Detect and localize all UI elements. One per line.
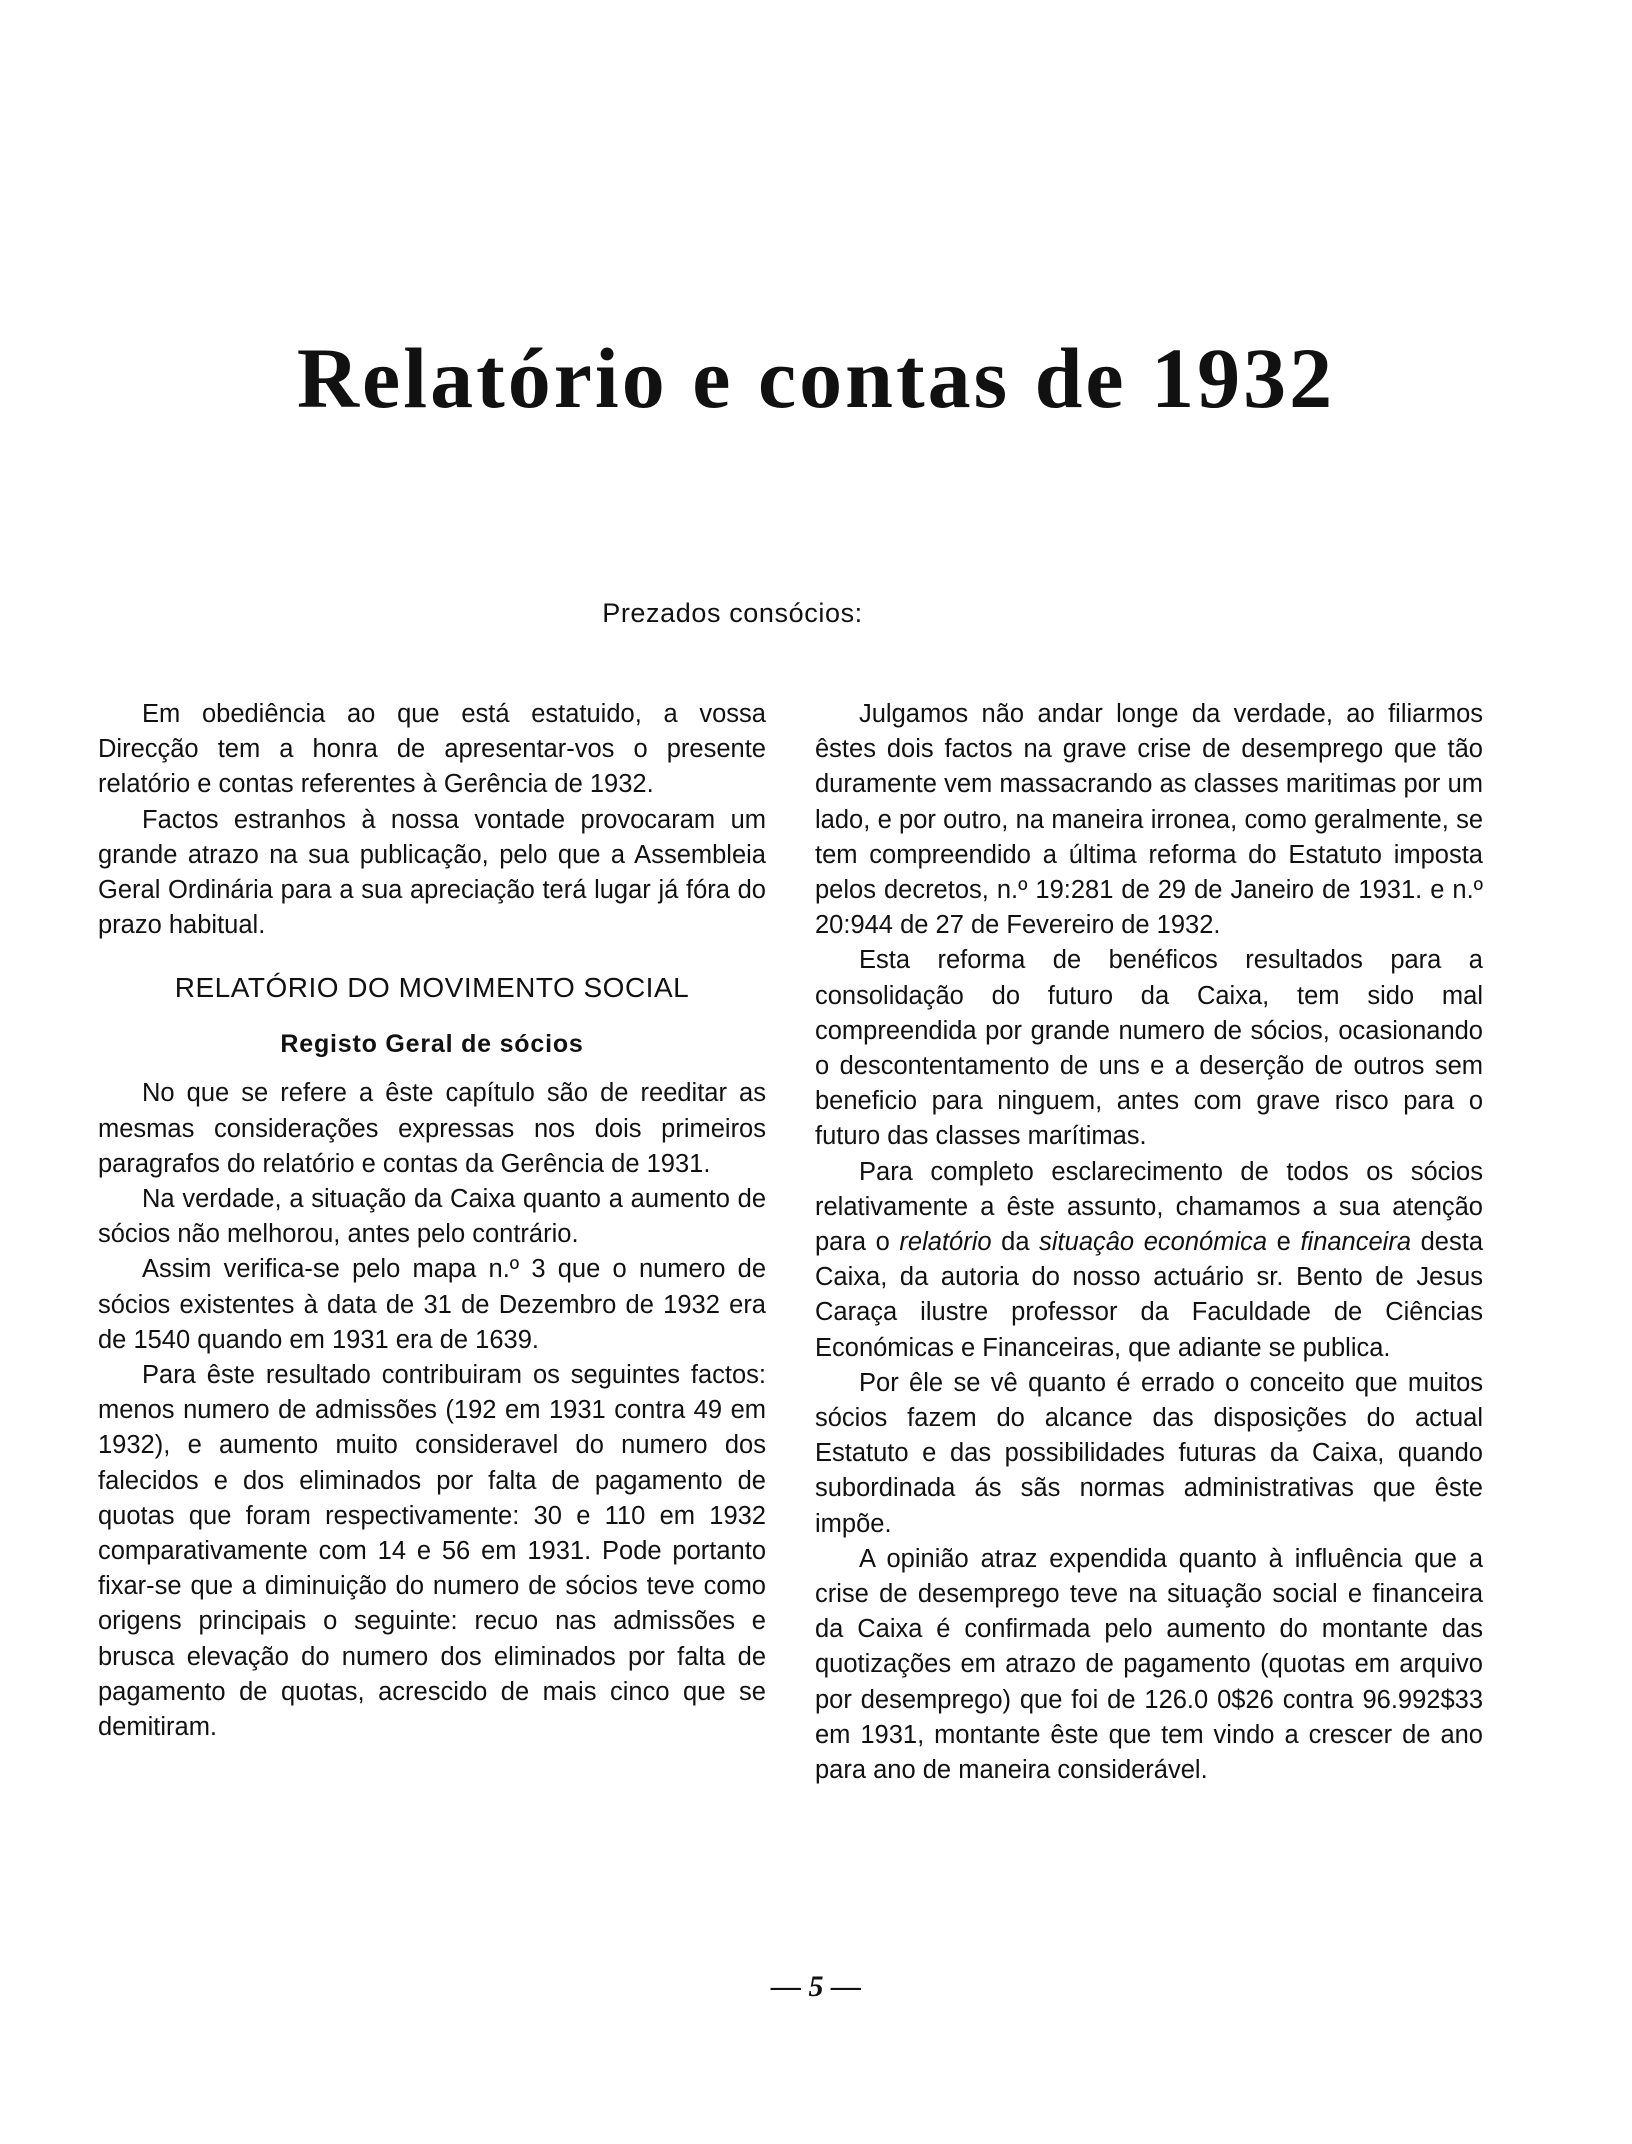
right-column (815, 697, 1483, 1788)
right-paragraph-3-text-a: Para completo esclarecimento de todos os sócios relativamente a êste assunto, chamamos a sua atenção para o (815, 1157, 1483, 1257)
right-paragraph-4: Por êle se vê quanto é errado o conceito que muitos sócios fazem do alcance das disposições do actual Estatuto e das possibilidades futuras da Caixa, quando subordinada ás sãs normas administrativas que êste impõe. (815, 1368, 1483, 1538)
right-paragraph-3-text-b: da (991, 1228, 1040, 1257)
right-paragraph-1: Julgamos não andar longe da verdade, ao filiarmos êstes dois factos na grave crise de desemprego que tão duramente vem massacrando as classes maritimas por um lado, e por outro, na maneira irronea, como geralmente, se tem compreendido a última reforma do Estatuto imposta pelos decretos, n.º 19:281 de 29 de Janeiro de 1931. e n.º 20:944 de 27 de Fevereiro de 1932. (815, 700, 1483, 940)
section-heading: RELATÓRIO DO MOVIMENTO SOCIAL (174, 972, 690, 1004)
salutation: Prezados consócios: (602, 598, 863, 628)
left-paragraph-2: Na verdade, a situação da Caixa quanto a aumento de sócios não melhorou, antes pelo contrário. (98, 1185, 766, 1249)
left-column (98, 697, 766, 1745)
left-paragraph-3: Assim verifica-se pelo mapa n.º 3 que o numero de sócios existentes à data de 31 de Dezembro de 1932 era de 1540 quando em 1931 era de 1639. (98, 1255, 766, 1354)
right-paragraph-2: Esta reforma de benéficos resultados para a consolidação do futuro da Caixa, tem sido mal compreendida por grande numero de sócios, ocasionando o descontentamento de uns e a deserção de outros sem beneficio para ninguem, antes com grave risco para o futuro das classes marítimas. (815, 946, 1483, 1151)
right-paragraph-3-text-c: e (1267, 1228, 1301, 1257)
situacao-economica-emphasis: situaçâo económica (1039, 1228, 1268, 1257)
financeira-emphasis: financeira (1300, 1228, 1412, 1257)
left-paragraph-1: No que se refere a êste capítulo são de reeditar as mesmas considerações expressas nos dois primeiros paragrafos do relatório e contas da Gerência de 1931. (98, 1079, 766, 1178)
relatorio-emphasis: relatório (899, 1228, 992, 1257)
page-number: — 5 — (771, 1970, 861, 2003)
intro-paragraph-1: Em obediência ao que está estatuido, a vossa Direcção tem a honra de apresentar-vos o presente relatório e contas referentes à Gerência de 1932. (98, 700, 766, 799)
intro-paragraph-2: Factos estranhos à nossa vontade provocaram um grande atrazo na sua publicação, pelo que a Assembleia Geral Ordinária para a sua apreciação terá lugar já fóra do prazo habitual. (98, 805, 766, 940)
right-paragraph-5: A opinião atraz expendida quanto à influência que a crise de desemprego teve na situação social e financeira da Caixa é confirmada pelo aumento do montante das quotizações em atrazo de pagamento (quotas em arquivo por desemprego) que foi de 126.0 0$26 contra 96.992$33 em 1931, montante êste que tem vindo a crescer de ano para ano de maneira considerável. (815, 1544, 1483, 1785)
left-paragraph-4: Para êste resultado contribuiram os seguintes factos: menos numero de admissões (192 em 1931 contra 49 em 1932), e aumento muito consideravel do numero dos falecidos e dos eliminados por falta de pagamento de quotas que foram respectivamente: 30 e 110 em 1932 comparativamente com 14 e 56 em 1931. Pode portanto fixar-se que a diminuição do numero de sócios teve como origens principais o seguinte: recuo nas admissões e brusca elevação do numero dos eliminados por falta de pagamento de quotas, acrescido de mais cinco que se demitiram. (98, 1361, 766, 1742)
right-paragraph-3-text-d: desta Caixa, da autoria do nosso actuário sr. Bento de Jesus Caraça ilustre professor da Faculdade de Ciências Económicas e Financeiras, que adiante se publica. (815, 1228, 1483, 1362)
sub-heading: Registo Geral de sócios (280, 1030, 584, 1059)
page-title: Relatório e contas de 1932 (296, 330, 1336, 426)
right-paragraph-3 (815, 1155, 1483, 1366)
